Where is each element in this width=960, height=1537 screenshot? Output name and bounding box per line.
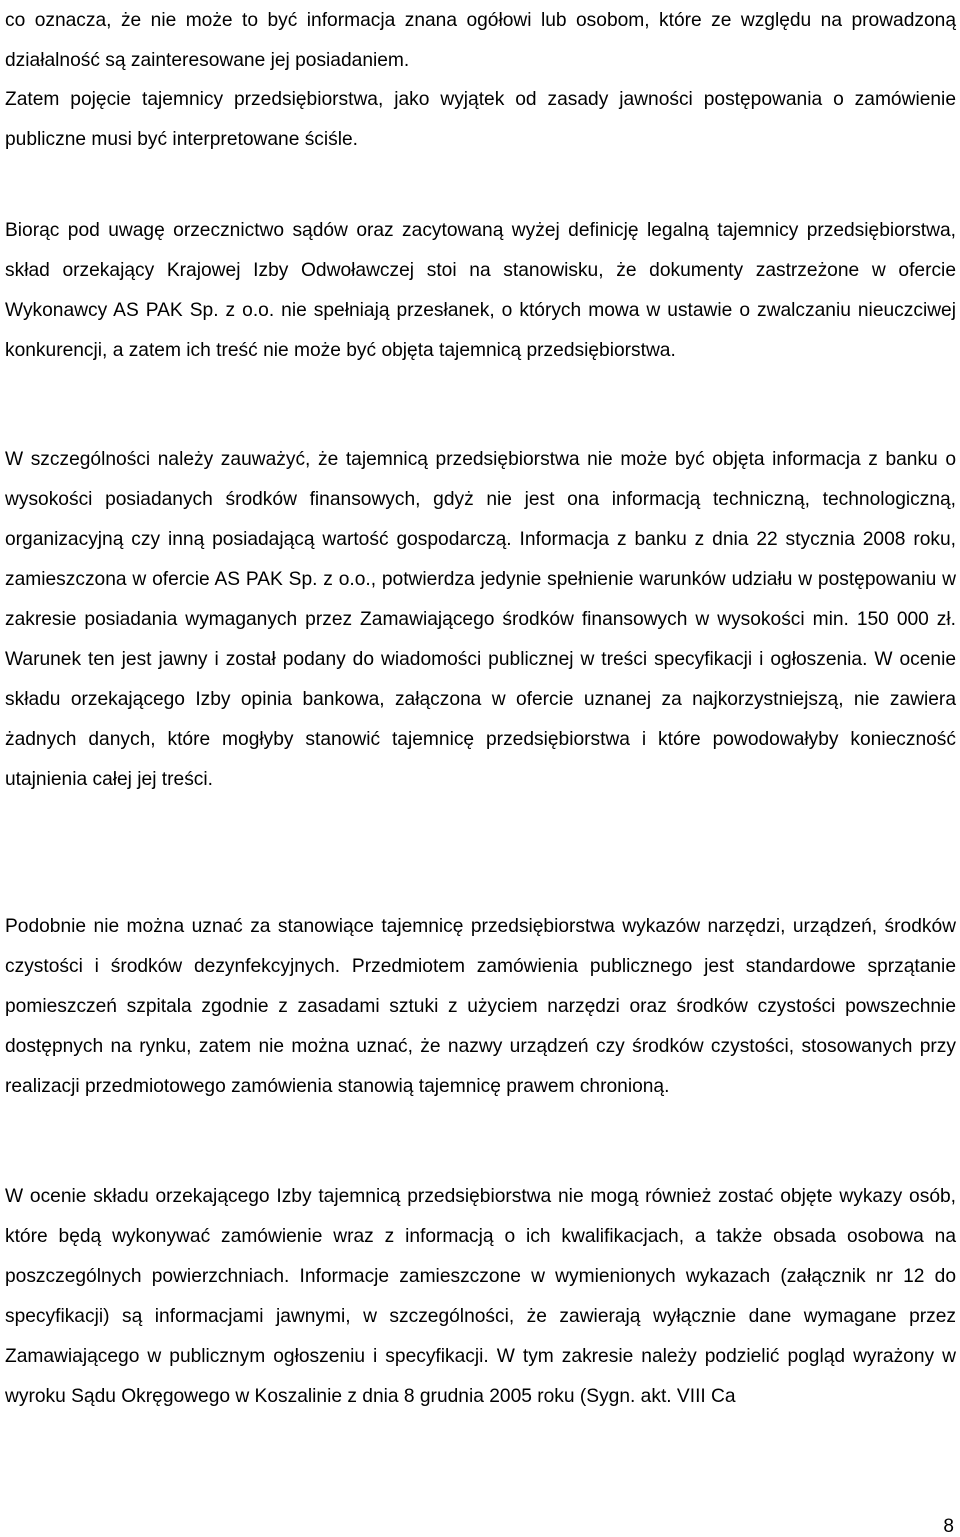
paragraph-3: Biorąc pod uwagę orzecznictwo sądów oraz zacytowaną wyżej definicję legalną tajemnicy przedsiębiorstwa, skład orzekający Krajowej Izby Odwoławczej stoi na stanowisku, że dokumenty zastrzeżone w ofercie Wykonawcy AS PAK Sp. z o.o. nie spełniają przesłanek, o których mowa w ustawie o zwalczaniu nieuczciwej konkurencji, a zatem ich treść nie może być objęta tajemnicą przedsiębiorstwa. [5,220,956,361]
paragraph-2: Zatem pojęcie tajemnicy przedsiębiorstwa, jako wyjątek od zasady jawności postępowania o zamówienie publiczne musi być interpretowane ściśle. [5,89,956,150]
page-number: 8 [943,1516,954,1537]
paragraph-6: W ocenie składu orzekającego Izby tajemnicą przedsiębiorstwa nie mogą również zostać objęte wykazy osób, które będą wykonywać zamówienie wraz z informacją o ich kwalifikacjach, a także obsada osobowa na poszczególnych powierzchniach. Informacje zamieszczone w wymienionych wykazach (załącznik nr 12 do specyfikacji) są informacjami jawnymi, w szczególności, że zawierają wyłącznie dane wymagane przez Zamawiającego w publicznym ogłoszeniu i specyfikacji. W tym zakresie należy podzielić pogląd wyrażony w wyroku Sądu Okręgowego w Koszalinie z dnia 8 grudnia 2005 roku (Sygn. akt. VIII Ca [5,1186,956,1407]
paragraph-1: co oznacza, że nie może to być informacja znana ogółowi lub osobom, które ze względu na prowadzoną działalność są zainteresowane jej posiadaniem. [5,10,956,71]
paragraph-5: Podobnie nie można uznać za stanowiące tajemnicę przedsiębiorstwa wykazów narzędzi, urządzeń, środków czystości i środków dezynfekcyjnych. Przedmiotem zamówienia publicznego jest standardowe sprzątanie pomieszczeń szpitala zgodnie z zasadami sztuki z użyciem narzędzi oraz środków czystości powszechnie dostępnych na rynku, zatem nie można uznać, że nazwy urządzeń czy środków czystości, stosowanych przy realizacji przedmiotowego zamówienia stanowią tajemnicę prawem chronioną. [5,916,956,1097]
paragraph-4: W szczególności należy zauważyć, że tajemnicą przedsiębiorstwa nie może być objęta informacja z banku o wysokości posiadanych środków finansowych, gdyż nie jest ona informacją techniczną, technologiczną, organizacyjną czy inną posiadającą wartość gospodarczą. Informacja z banku z dnia 22 stycznia 2008 roku, zamieszczona w ofercie AS PAK Sp. z o.o., potwierdza jedynie spełnienie warunków udziału w postępowaniu w zakresie posiadania wymaganych przez Zamawiającego środków finansowych w wysokości min. 150 000 zł. Warunek ten jest jawny i został podany do wiadomości publicznej w treści specyfikacji i ogłoszenia. W ocenie składu orzekającego Izby opinia bankowa, załączona w ofercie uznanej za najkorzystniejszą, nie zawiera żadnych danych, które mogłyby stanowić tajemnicę przedsiębiorstwa i które powodowałyby konieczność utajnienia całej jej treści. [5,449,956,790]
